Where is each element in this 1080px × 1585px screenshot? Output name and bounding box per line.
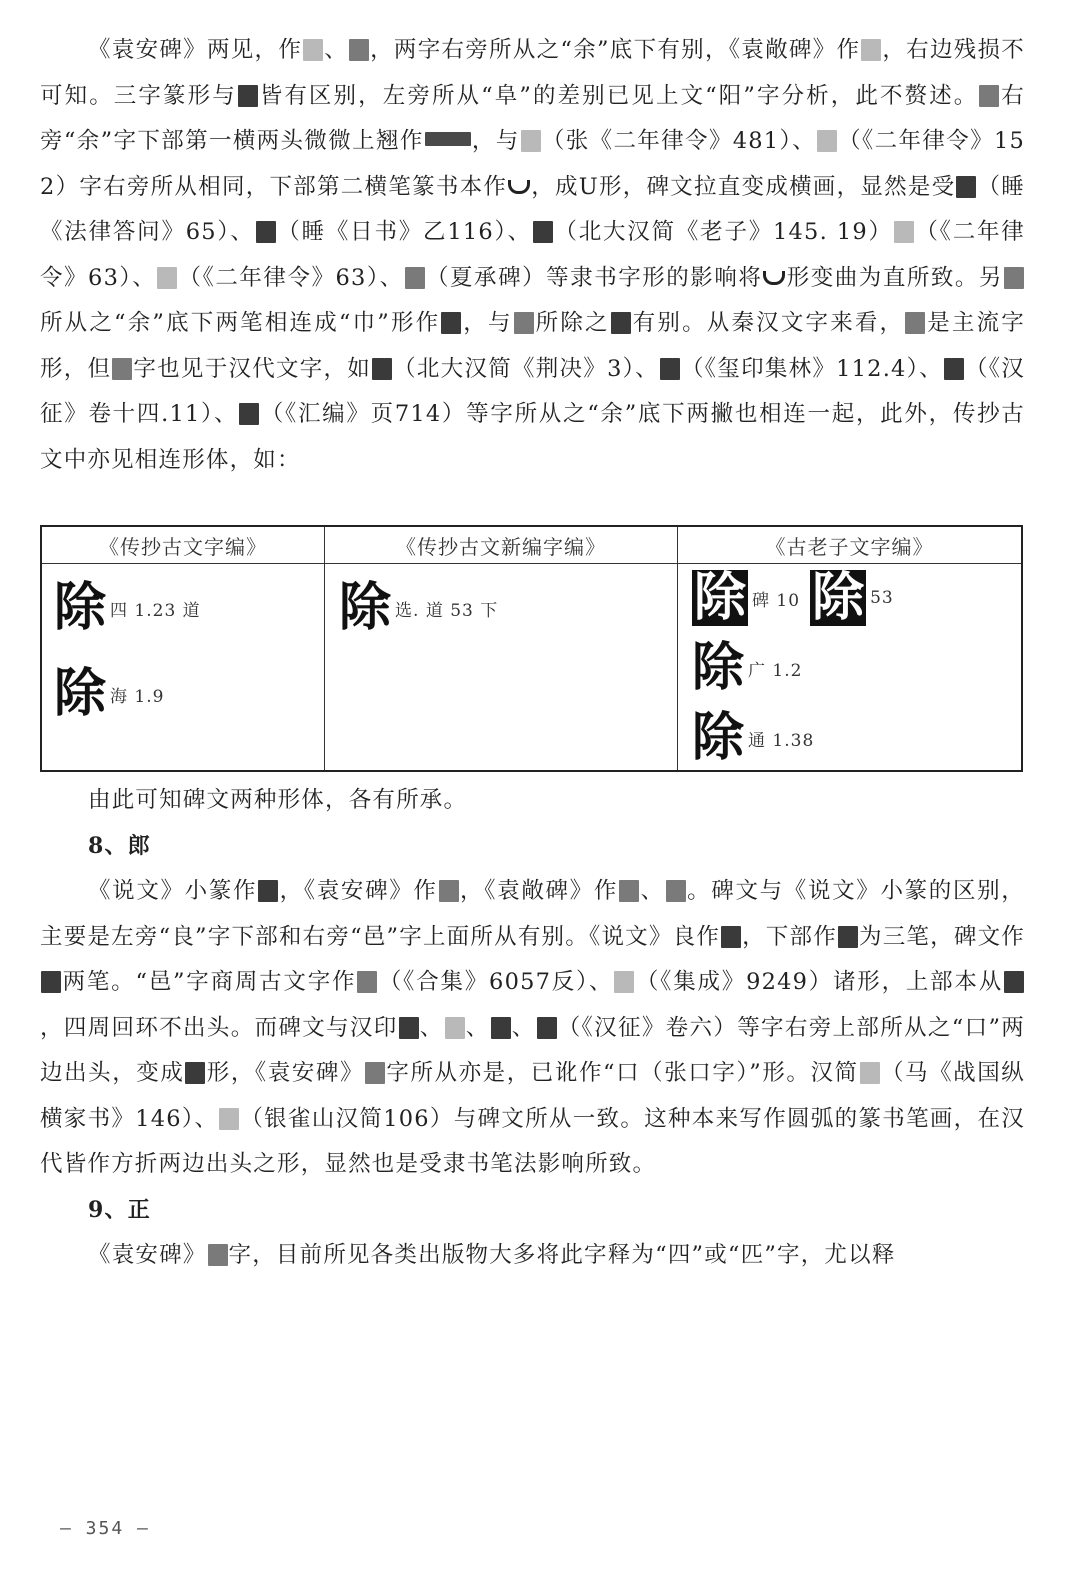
glyph-entry [692,707,815,768]
seal-glyph-image [491,1017,511,1039]
stroke-shape-image [425,132,471,146]
seal-glyph-image [721,926,741,948]
rubbing-glyph-image [514,312,534,334]
glyph-entry [339,577,499,638]
seal-glyph-image [660,358,680,380]
glyph-source: 四 1.23 道 [110,600,201,621]
rubbing-glyph-image [979,85,999,107]
paragraph-conclusion: 由此可知碑文两种形体，各有所承。 [88,787,468,813]
glyph-entry [692,567,894,628]
seal-glyph-image [445,1017,465,1039]
rubbing-glyph-image [666,880,686,902]
bamboo-slip-glyph-image [372,358,392,380]
rubbing-glyph-image [619,880,639,902]
seal-glyph: 除 [54,577,107,638]
glyph-source: 选. 道 53 下 [395,600,499,621]
bamboo-slip-glyph-image [860,1062,880,1084]
bamboo-slip-glyph-image [894,221,914,243]
rubbing-glyph-image [365,1062,385,1084]
seal-glyph: 除 [339,577,392,638]
seal-glyph-image [258,880,278,902]
table-cell [678,564,1023,772]
rubbing-glyph-image [349,39,369,61]
table-header: 《古老子文字编》 [678,526,1023,564]
section-heading-lang: 8、郎 [88,832,151,859]
section-heading-zheng: 9、正 [88,1196,151,1223]
continued-text [40,778,1025,1279]
glyph-entry [692,637,803,698]
transmitted-script-table [40,525,1023,772]
paragraph-chu-analysis: 《袁安碑》两见，作 、 ，两字右旁所从之“余”底下有别，《袁敞碑》作 ，右边残损不可知。三字篆形与 皆有区别，左旁所从“阜”的差别已见上文“阳”字分析，此不赘述。 右旁“余”字下部第一横两头微微上翘作 ，与 （张《二年律令》481）、 （《二年律令》152）字右旁所从相同，下部第二横笔篆书本作 ，成U形，碑文拉直变成横画，显然是受 （睡《法律答问》65）、 （睡《日书》乙116）、 （北大汉简《老子》145. 19） （《二年律令》63）、 （《二年律令》63）、 （夏承碑）等隶书字形的影响将 形变曲为直所致。另所从之“余”底下两笔相连成“巾”形作 ，与 所除之 有别。从秦汉文字来看， 是主流字形，但 字也见于汉代文字，如 （北大汉简《荆决》3）、 （《玺印集林》112.4）、 （《汉征》卷十四.11）、 （《汇编》页714）等字所从之“余”底下两撇也相连一起，此外，传抄古文中亦见相连形体，如： [40,37,1026,473]
seal-glyph: 除 [692,637,745,698]
bamboo-slip-glyph-image [533,221,553,243]
bronze-glyph-image [614,971,634,993]
table-cell [41,564,325,772]
rubbing-glyph-image [303,39,323,61]
stroke-shape-image [41,971,61,993]
seal-glyph: 除 [694,567,747,628]
rubbing-glyph-image [1004,267,1024,289]
glyph-entry [54,577,201,638]
seal-glyph-image [238,85,258,107]
table-cell [325,564,678,772]
glyph-source: 海 1.9 [110,686,165,707]
shape-fragment-image [611,312,631,334]
u-stroke-shape-image [763,271,785,285]
glyph-source: 碑 10 [752,590,801,611]
seal-glyph-image [537,1017,557,1039]
seal-glyph: 除 [54,663,107,724]
glyph-entry [54,663,165,724]
glyph-source: 通 1.38 [748,730,815,751]
table-header: 《传抄古文新编字编》 [325,526,678,564]
u-stroke-shape-image [508,180,530,194]
table-header-row [41,526,1022,564]
enclosure-shape-image [1004,971,1024,993]
seal-glyph-image [944,358,964,380]
bamboo-slip-glyph-image [219,1108,239,1130]
bamboo-slip-glyph-image [157,267,177,289]
rubbing-glyph-image [208,1244,228,1266]
oracle-glyph-image [357,971,377,993]
seal-glyph-image [239,403,259,425]
table-header: 《传抄古文字编》 [41,526,325,564]
rubbing-glyph-image [439,880,459,902]
seal-glyph: 除 [692,707,745,768]
seal-glyph: 除 [812,567,865,628]
rubbing-glyph-image [861,39,881,61]
paragraph-lang-analysis: 《说文》小篆作 ，《袁安碑》作 ，《袁敞碑》作 、 。碑文与《说文》小篆的区别，主要是左旁“良”字下部和右旁“邑”字上面所从有别。《说文》良作 ，下部作 为三笔，碑文作两笔。“邑”字商周古文字作 （《合集》6057反）、 （《集成》9249）诸形，上部本从，四周回环不出头。而碑文与汉印 、 、 、 （《汉征》卷六）等字右旁上部所从之“口”两边出头，变成 形，《袁安碑》 字所从亦是，已讹作“口（张口字）”形。汉简 （马《战国纵横家书》146）、 （银雀山汉简106）与碑文所从一致。这种本来写作圆弧的篆书笔画，在汉代皆作方折两边出头之形，显然也是受隶书笔法影响所致。 [40,878,1026,1177]
enclosure-shape-image [185,1062,205,1084]
glyph-source: 53 [870,588,894,608]
table-row [41,564,1022,772]
rubbing-glyph-image [112,358,132,380]
bamboo-slip-glyph-image [817,130,837,152]
seal-glyph-image [399,1017,419,1039]
glyph-source: 广 1.2 [748,660,803,681]
rubbing-glyph-image [905,312,925,334]
page-number: — 354 — [60,1518,150,1539]
jin-shape-image [441,312,461,334]
bamboo-slip-glyph-image [521,130,541,152]
stroke-shape-image [838,926,858,948]
bamboo-slip-glyph-image [256,221,276,243]
paragraph-zheng-analysis: 《袁安碑》 字，目前所见各类出版物大多将此字释为“四”或“匹”字，尤以释 [88,1242,896,1268]
bamboo-slip-glyph-image [956,176,976,198]
stele-glyph-image [405,267,425,289]
